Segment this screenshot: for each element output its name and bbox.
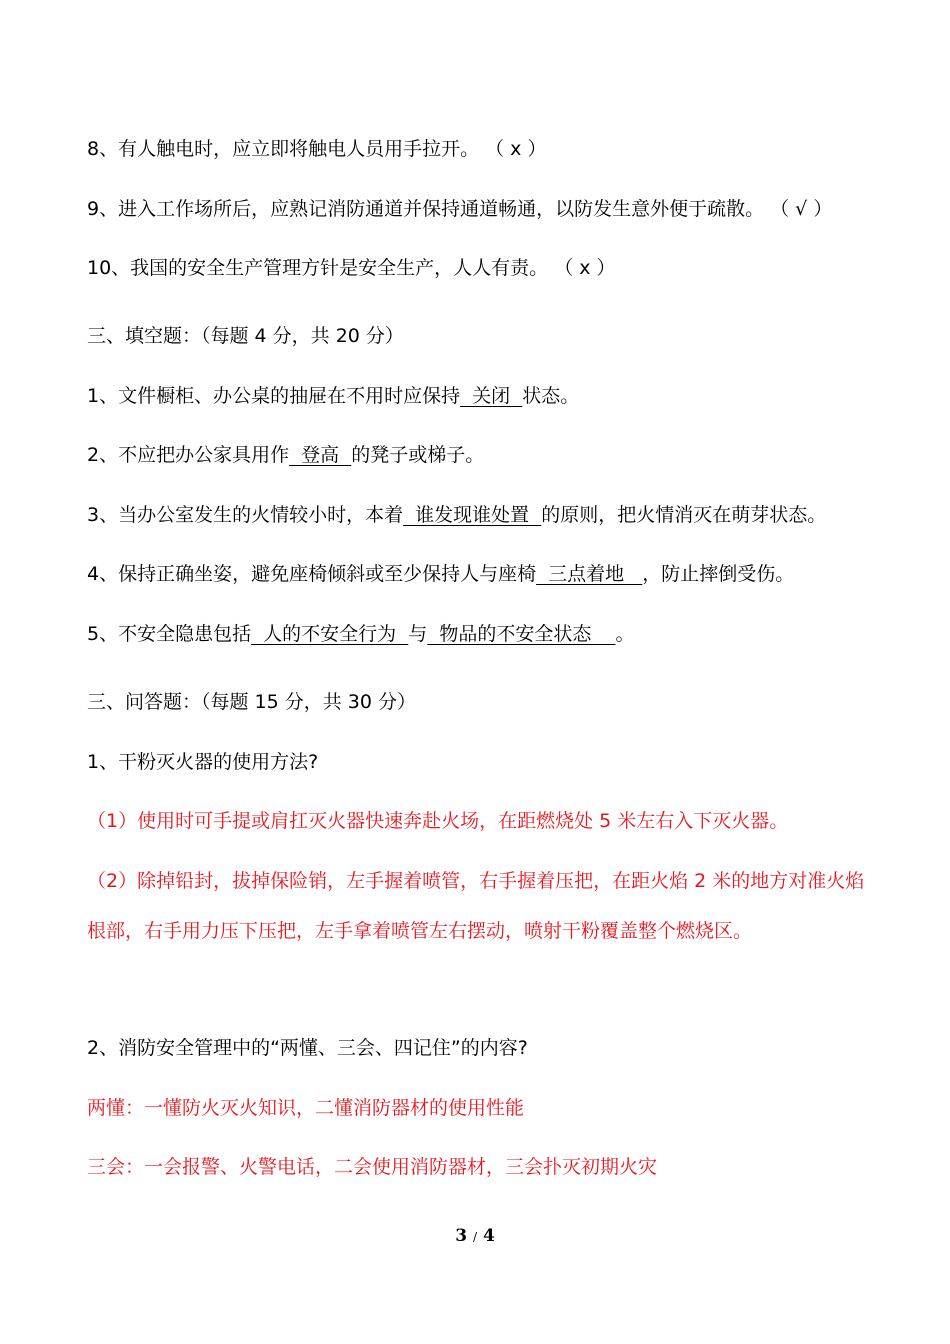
qa-question-1: 1、干粉灭火器的使用方法? [87,751,319,773]
fill-q3-answer: 谁发现谁处置 [403,504,542,526]
fill-q4-answer: 三点着地 [536,563,643,585]
qa-q1-answer-1: （1）使用时可手提或肩扛灭火器快速奔赴火场，在距燃烧处 5 米左右入下灭火器。 [87,810,789,832]
fill-q5-connector: 与 [408,623,428,645]
judge-question-9: 9、进入工作场所后，应熟记消防通道并保持通道畅通，以防发生意外便于疏散。 （ √ ） [87,198,833,220]
fill-question-1 [87,383,579,409]
qa-q1-answer-2-line-2: 根部，右手用力压下压把，左手拿着喷管左右摆动，喷射干粉覆盖整个燃烧区。 [87,920,753,942]
fill-question-3 [87,502,826,528]
fill-q5-answer-2: 物品的不安全状态 [427,623,616,645]
fill-section-heading: 三、填空题：（每题 4 分，共 20 分） [87,325,404,347]
fill-q4-suffix: ，防止摔倒受伤。 [642,563,795,585]
qa-q2-answer-1: 两懂：一懂防火灭火知识，二懂消防器材的使用性能 [87,1097,525,1119]
fill-q2-answer: 登高 [289,444,352,466]
total-pages: 4 [482,1226,495,1246]
qa-question-2: 2、消防安全管理中的“两懂、三会、四记住”的内容? [87,1037,528,1059]
fill-q3-text: 3、当办公室发生的火情较小时，本着 [87,504,404,526]
fill-q3-suffix: 的原则，把火情消灭在萌芽状态。 [541,504,827,526]
fill-q4-text: 4、保持正确坐姿，避免座椅倾斜或至少保持人与座椅 [87,563,537,585]
fill-q5-text: 5、不安全隐患包括 [87,623,252,645]
fill-q2-text: 2、不应把办公家具用作 [87,444,290,466]
page-number [0,1226,950,1246]
fill-q1-text: 1、文件橱柜、办公桌的抽屉在不用时应保持 [87,385,461,407]
current-page: 3 [455,1226,468,1246]
qa-section-heading: 三、问答题：（每题 15 分，共 30 分） [87,691,417,713]
qa-q2-answer-2: 三会：一会报警、火警电话，二会使用消防器材，三会扑灭初期火灾 [87,1156,658,1178]
page-separator: / [472,1230,478,1244]
fill-q2-suffix: 的凳子或梯子。 [351,444,485,466]
judge-question-8: 8、有人触电时，应立即将触电人员用手拉开。 （ x ） [87,138,547,160]
fill-question-5 [87,621,635,647]
fill-q5-suffix: 。 [615,623,635,645]
qa-q1-answer-2-line-1: （2）除掉铅封，拔掉保险销，左手握着喷管，右手握着压把，在距火焰 2 米的地方对准火焰 [87,870,865,892]
fill-question-4 [87,561,794,587]
fill-q1-suffix: 状态。 [522,385,580,407]
fill-q5-answer-1: 人的不安全行为 [251,623,409,645]
fill-q1-answer: 关闭 [460,385,523,407]
fill-question-2 [87,442,484,468]
judge-question-10: 10、我国的安全生产管理方针是安全生产，人人有责。 （ x ） [87,257,616,279]
